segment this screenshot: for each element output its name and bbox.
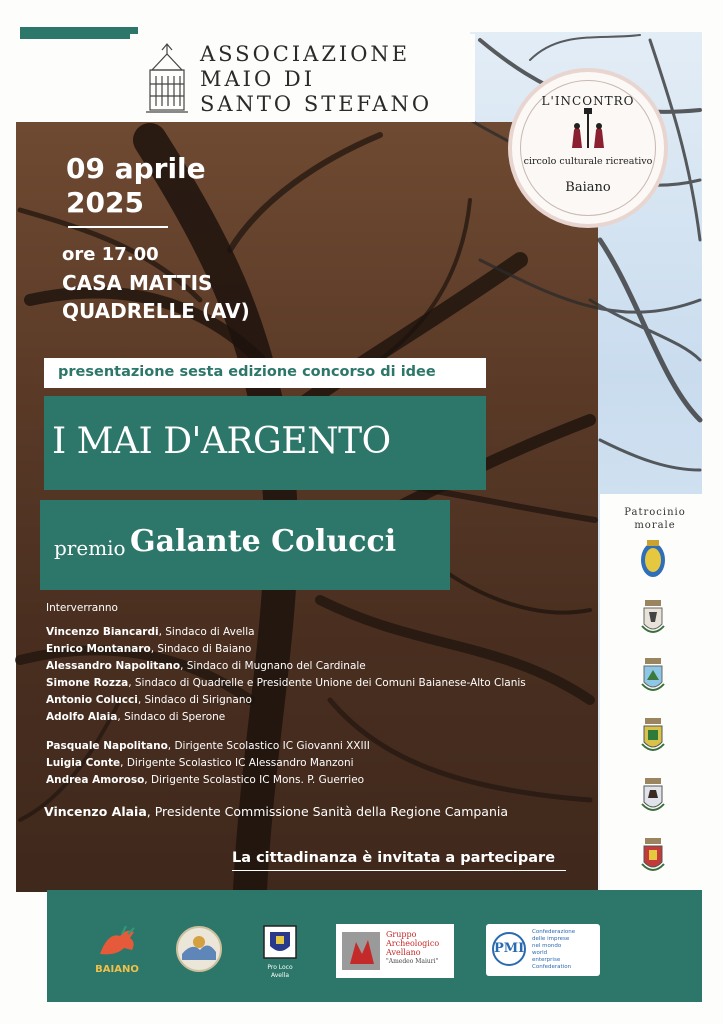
speaker-role: , Dirigente Scolastico IC Alessandro Manzoni [120,757,354,769]
event-title: I MAI D'ARGENTO [52,421,391,462]
premio-prefix: premio [54,536,126,560]
pmi-badge: PMI [492,932,526,966]
pmi-text-line: Confederation [532,964,572,970]
speaker-role: , Dirigente Scolastico IC Giovanni XXIII [167,740,370,752]
landscape-badge-icon [174,924,224,974]
speaker-role: , Sindaco di Quadrelle e Presidente Unione dei Comuni Baianese-Alto Clanis [128,677,526,689]
crest-sirignano-icon [638,776,668,818]
event-subtitle: presentazione sesta edizione concorso di idee [58,364,436,380]
association-name-line3: SANTO STEFANO [200,92,433,116]
speaker-name: Alessandro Napolitano [46,660,181,672]
speaker-name: Pasquale Napolitano [46,740,168,752]
event-date-year: 2025 [66,186,144,219]
sponsor-gruppo-archeologico-logo [336,924,454,978]
sponsor-pmi-logo [486,924,600,976]
speaker-name: Vincenzo Biancardi [46,626,159,638]
speaker-name: Andrea Amoroso [46,774,145,786]
speaker-name: Antonio Colucci [46,694,138,706]
pmi-text-line: enterprise [532,957,561,963]
event-date-day: 09 aprile [66,152,206,185]
invitation-underline [232,870,566,871]
deer-icon [86,924,148,960]
sponsor-baiano-label: BAIANO [95,964,139,975]
patrocinio-line1: Patrocinio [624,507,686,518]
speakers-list-mayors [46,624,526,726]
pmi-text-line: world [532,950,548,956]
incontro-logo-subtitle: circolo culturale ricreativo [523,156,653,167]
crest-avella-icon [638,598,668,640]
sponsor-gruppo-text [386,930,452,966]
crest-sperone-icon [638,836,668,878]
speaker-role: , Sindaco di Avella [158,626,255,638]
crest-quadrelle-icon [638,538,668,580]
sponsor-circle-logo [174,924,224,976]
speaker-item [46,738,370,755]
crest-mugnano-icon [638,716,668,758]
association-name-line2: MAIO DI [200,67,315,91]
speaker-role: , Sindaco di Sirignano [137,694,252,706]
speakers-heading: Interverranno [46,602,118,614]
speaker-item [46,772,370,789]
speaker-name: Enrico Montanaro [46,643,151,655]
gruppo-line3: Avellano [386,948,421,957]
pmi-text-line: Confederazione [532,929,576,935]
speaker-item [46,675,526,692]
pmi-text-line: nel mondo [532,943,562,949]
speaker-name: Luigia Conte [46,757,121,769]
incontro-logo-title: L'INCONTRO [541,94,635,108]
gruppo-line2: Archeologico [386,939,440,948]
speaker-item [46,755,370,772]
gruppo-line4: "Amedeo Maiuri" [386,958,439,965]
archeology-stone-icon [340,930,382,972]
speaker-role: , Sindaco di Baiano [150,643,252,655]
sponsor-proloco-logo [260,924,300,979]
event-venue-line1: CASA MATTIS [62,271,213,295]
crest-baiano-icon [638,656,668,698]
keynote-name: Vincenzo Alaia [44,804,147,819]
accent-bar [20,27,138,39]
gruppo-line1: Gruppo [386,930,417,939]
speaker-item [46,641,526,658]
association-name-line1: ASSOCIAZIONE [200,42,411,66]
pmi-text-line: delle imprese [532,936,570,942]
speaker-name: Simone Rozza [46,677,129,689]
maio-tower-logo [142,40,192,118]
speaker-role: , Sindaco di Sperone [117,711,226,723]
speakers-list-schools [46,738,370,789]
invitation-text: La cittadinanza è invitata a partecipare [232,850,556,866]
sponsor-proloco-label: Pro Loco Avella [267,964,293,979]
date-underline [68,226,168,228]
speaker-role: , Dirigente Scolastico IC Mons. P. Guerrieo [144,774,365,786]
speaker-name: Adolfo Alaia [46,711,118,723]
incontro-figures-icon [566,108,610,150]
event-time: ore 17.00 [62,244,159,265]
speaker-item [46,692,526,709]
patrocinio-line2: morale [634,520,676,531]
premio-name: Galante Colucci [130,524,397,559]
patrocinio-heading [610,506,700,532]
keynote-role: , Presidente Commissione Sanità della Regione Campania [146,804,509,819]
speaker-item [46,709,526,726]
keynote-speaker [44,804,508,819]
proloco-crest-icon [260,924,300,960]
speaker-item [46,658,526,675]
pmi-text [532,929,596,971]
speaker-item [46,624,526,641]
sponsor-baiano-logo [86,924,148,976]
incontro-logo-town: Baiano [565,180,611,195]
event-venue-line2: QUADRELLE (AV) [62,299,250,323]
speaker-role: , Sindaco di Mugnano del Cardinale [180,660,366,672]
